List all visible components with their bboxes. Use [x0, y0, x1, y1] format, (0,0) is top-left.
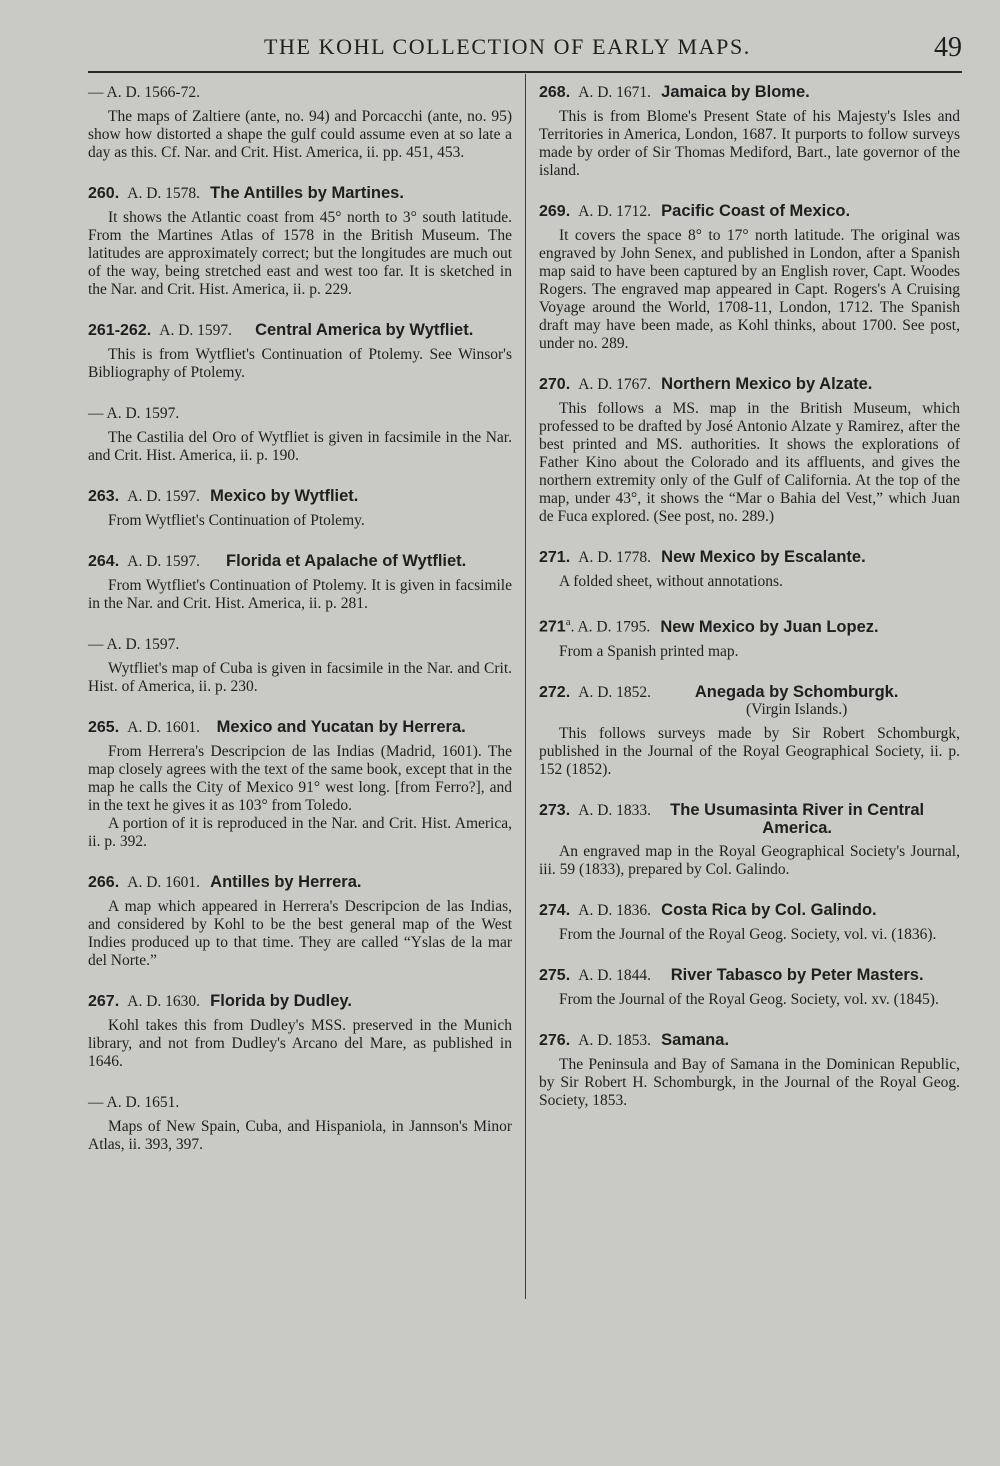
entry-268	[539, 83, 960, 180]
entry-heading	[88, 184, 512, 203]
running-title: THE KOHL COLLECTION OF EARLY MAPS.	[264, 34, 751, 59]
entry-heading	[88, 873, 512, 892]
entry-272	[539, 683, 960, 779]
entry-274	[539, 901, 960, 944]
entry-body: An engraved map in the Royal Geographical Society's Journal, iii. 59 (1833), prepared by Col. Galindo.	[539, 842, 960, 878]
entry-heading	[539, 83, 960, 102]
entry-body: The Peninsula and Bay of Samana in the Dominican Republic, by Sir Robert H. Schomburgk, in the Journal of the Royal Geog. Society, 1853.	[539, 1055, 960, 1109]
entry-body: Kohl takes this from Dudley's MSS. preserved in the Munich library, and not from Dudley's Arcano del Mare, as published in 1646.	[88, 1017, 512, 1070]
entry-date: A. D. 1833.	[578, 801, 652, 819]
entry-date: A. D. 1601.	[127, 874, 201, 891]
entry-body: This follows surveys made by Sir Robert Schomburgk, published in the Journal of the Royal Geographical Society, ii. p. 152 (1852).	[539, 724, 960, 778]
entry-body: It covers the space 8° to 17° north latitude. The original was engraved by John Senex, and published in London, after a Spanish map said to have been captured by an English rover, Capt. Woodes Rogers. The engraved map appeared in Capt. Rogers's A Cruising Voyage around the World, 1708-11, London, 1712. The Spanish draft may have been made, as Kohl thinks, about 1700. See post, under no. 289.	[539, 227, 960, 352]
entry-273	[539, 801, 960, 879]
entry-body: This follows a MS. map in the British Museum, which professed to be drafted by José Antonio Alzate y Ramirez, after the best printed and MS. authorities. It shows the explorations of Father Kino about the Colorado and its affluents, and gives the northern extremity only of the Gulf of California. At the top of the map, under 43°, it shows the “Mar o Bahia del Vest,” which Juan de Fuca explored. (See post, no. 289.)	[539, 400, 960, 525]
entry-title: Pacific Coast of Mexico.	[661, 202, 851, 220]
entry-body: A portion of it is reproduced in the Nar. and Crit. Hist. America, ii. p. 392.	[88, 815, 512, 850]
entry-heading	[539, 613, 960, 637]
entry-body: A map which appeared in Herrera's Descripcion de las Indias, and considered by Kohl to be the best general map of the West Indies produced up to that time. They are called “Yslas de la mar del Norte.”	[88, 898, 512, 969]
entry-title: Northern Mexico by Alzate.	[661, 375, 873, 393]
entry-date: — A. D. 1566-72.	[88, 84, 200, 101]
left-column	[88, 83, 512, 1154]
entry-265	[88, 718, 512, 851]
entry-body: Maps of New Spain, Cuba, and Hispaniola, in Jannson's Minor Atlas, ii. 393, 397.	[88, 1118, 512, 1153]
entry-date: — A. D. 1597.	[88, 636, 180, 653]
entry-number: 263.	[88, 488, 120, 505]
entry-body: From Herrera's Descripcion de las Indias (Madrid, 1601). The map closely agrees with the text of the same book, except that in the map he calls the City of Mexico 91° west long. [from Ferro?], and in the text he gives it as 103° from Toledo.	[88, 743, 512, 814]
entry-1566	[88, 83, 512, 162]
entry-275	[539, 966, 960, 1009]
entry-body: From a Spanish printed map.	[559, 642, 739, 660]
entry-body: It shows the Atlantic coast from 45° north to 3° south latitude. From the Martines Atlas of 1578 in the British Museum. The latitudes are approximately correct; but the longitudes are much out of the way, being stretched east and west too far. It is sketched in the Nar. and Crit. Hist. America, ii. p. 229.	[88, 209, 512, 298]
entry-heading	[88, 718, 512, 737]
entry-title: Samana.	[661, 1030, 730, 1049]
entry-263	[88, 487, 512, 530]
entry-title: Florida et Apalache of Wytfliet.	[226, 552, 467, 570]
entry-date: A. D. 1578.	[127, 185, 201, 202]
entry-number: 266.	[88, 874, 120, 891]
entry-body: This is from Wytfliet's Continuation of Ptolemy. See Winsor's Bibliography of Ptolemy.	[88, 346, 512, 381]
entry-number: 264.	[88, 553, 120, 570]
entry-heading	[88, 635, 512, 654]
entry-heading	[88, 487, 512, 506]
entry-269	[539, 202, 960, 353]
entry-title: Antilles by Herrera.	[210, 873, 362, 891]
entry-number: 269.	[539, 203, 571, 220]
entry-title: The Antilles by Martines.	[210, 184, 404, 202]
entry-body: From the Journal of the Royal Geog. Society, vol. xv. (1845).	[559, 990, 939, 1008]
entry-title: Anegada by Schomburgk.	[694, 682, 899, 701]
entry-271a	[539, 613, 960, 661]
entry-date: . A. D. 1795.	[570, 618, 651, 636]
entry-heading	[539, 966, 960, 985]
entry-title: New Mexico by Juan Lopez.	[660, 617, 879, 636]
entry-title: Central America by Wytfliet.	[255, 321, 474, 339]
entry-heading	[88, 1093, 512, 1112]
entry-title: Jamaica by Blome.	[661, 83, 810, 101]
column-rule	[525, 74, 526, 1299]
entry-heading	[539, 548, 960, 567]
entry-title: The Usumasinta River in Central America.	[670, 800, 925, 837]
entry-date: A. D. 1601.	[127, 719, 201, 736]
entry-number: 274.	[539, 901, 571, 919]
entry-276	[539, 1031, 960, 1110]
entry-number: 260.	[88, 185, 120, 202]
entry-number: 273.	[539, 801, 571, 819]
entry-date: A. D. 1844.	[578, 966, 652, 984]
entry-267	[88, 992, 512, 1071]
entry-number: 276.	[539, 1031, 571, 1049]
entry-271	[539, 548, 960, 591]
entry-body: The maps of Zaltiere (ante, no. 94) and Porcacchi (ante, no. 95) show how distorted a shape the gulf could assume even at so late a day as this. Cf. Nar. and Crit. Hist. America, ii. pp. 451, 453.	[88, 108, 512, 161]
entry-date: A. D. 1630.	[127, 993, 201, 1010]
page-number: 49	[934, 32, 962, 63]
entry-1651	[88, 1093, 512, 1154]
entry-subtitle: (Virgin Islands.)	[746, 700, 848, 718]
entry-number: 268.	[539, 84, 571, 101]
entry-heading	[539, 202, 960, 221]
entry-266	[88, 873, 512, 970]
entry-number: 271	[539, 618, 566, 636]
entry-number: 275.	[539, 966, 571, 984]
entry-heading	[88, 992, 512, 1011]
entry-title: River Tabasco by Peter Masters.	[670, 965, 924, 984]
entry-body: From Wytfliet's Continuation of Ptolemy. It is given in facsimile in the Nar. and Crit. Hist. America, ii. p. 281.	[88, 577, 512, 612]
entry-title: Florida by Dudley.	[210, 992, 352, 1010]
entry-heading	[88, 321, 512, 340]
entry-date: A. D. 1671.	[578, 84, 652, 101]
entry-body: This is from Blome's Present State of his Majesty's Isles and Territories in America, London, 1687. It purports to follow surveys made by order of Sir Thomas Mediford, Bart., late governor of the island.	[539, 108, 960, 179]
entry-title: Costa Rica by Col. Galindo.	[661, 900, 877, 919]
entry-body: From the Journal of the Royal Geog. Society, vol. vi. (1836).	[559, 925, 937, 943]
entry-date: — A. D. 1597.	[88, 405, 180, 422]
entry-number-superscript: a	[565, 616, 571, 628]
entry-1597-cuba	[88, 635, 512, 696]
entry-number: 271.	[539, 549, 571, 566]
entry-number: 265.	[88, 719, 120, 736]
entry-heading	[539, 375, 960, 394]
entry-264	[88, 552, 512, 613]
entry-body: From Wytfliet's Continuation of Ptolemy.	[108, 512, 365, 529]
entry-date: A. D. 1836.	[578, 901, 652, 919]
entry-number: 267.	[88, 993, 120, 1010]
entry-title: Mexico and Yucatan by Herrera.	[216, 718, 466, 736]
entry-261-262	[88, 321, 512, 382]
header-rule	[88, 71, 962, 73]
right-column	[539, 83, 960, 1110]
entry-title: New Mexico by Escalante.	[661, 548, 866, 566]
entry-heading	[88, 83, 512, 102]
entry-heading	[539, 683, 960, 719]
entry-date: A. D. 1852.	[578, 683, 652, 701]
entry-1597-castilia	[88, 404, 512, 465]
entry-270	[539, 375, 960, 526]
entry-heading	[88, 404, 512, 423]
entry-title: Mexico by Wytfliet.	[210, 487, 359, 505]
entry-body: Wytfliet's map of Cuba is given in facsimile in the Nar. and Crit. Hist. of America, ii. p. 230.	[88, 660, 512, 695]
entry-date: A. D. 1597.	[159, 322, 233, 339]
entry-date: A. D. 1597.	[127, 553, 201, 570]
entry-date: A. D. 1712.	[578, 203, 652, 220]
entry-body: The Castilia del Oro of Wytfliet is given in facsimile in the Nar. and Crit. Hist. America, ii. p. 190.	[88, 429, 512, 464]
entry-date: A. D. 1767.	[578, 376, 652, 393]
entry-title-group	[669, 683, 924, 719]
entry-number: 261-262.	[88, 322, 152, 339]
page-header	[88, 34, 962, 74]
entry-heading	[539, 1031, 960, 1050]
entry-date: A. D. 1778.	[578, 549, 652, 566]
entry-number: 272.	[539, 683, 571, 701]
entry-260	[88, 184, 512, 299]
entry-date: A. D. 1853.	[578, 1031, 652, 1049]
entry-heading	[539, 801, 960, 837]
entry-heading	[539, 901, 960, 920]
entry-heading	[88, 552, 512, 571]
entry-date: A. D. 1597.	[127, 488, 201, 505]
entry-date: — A. D. 1651.	[88, 1094, 180, 1111]
entry-number: 270.	[539, 376, 571, 393]
entry-body: A folded sheet, without annotations.	[559, 573, 783, 590]
